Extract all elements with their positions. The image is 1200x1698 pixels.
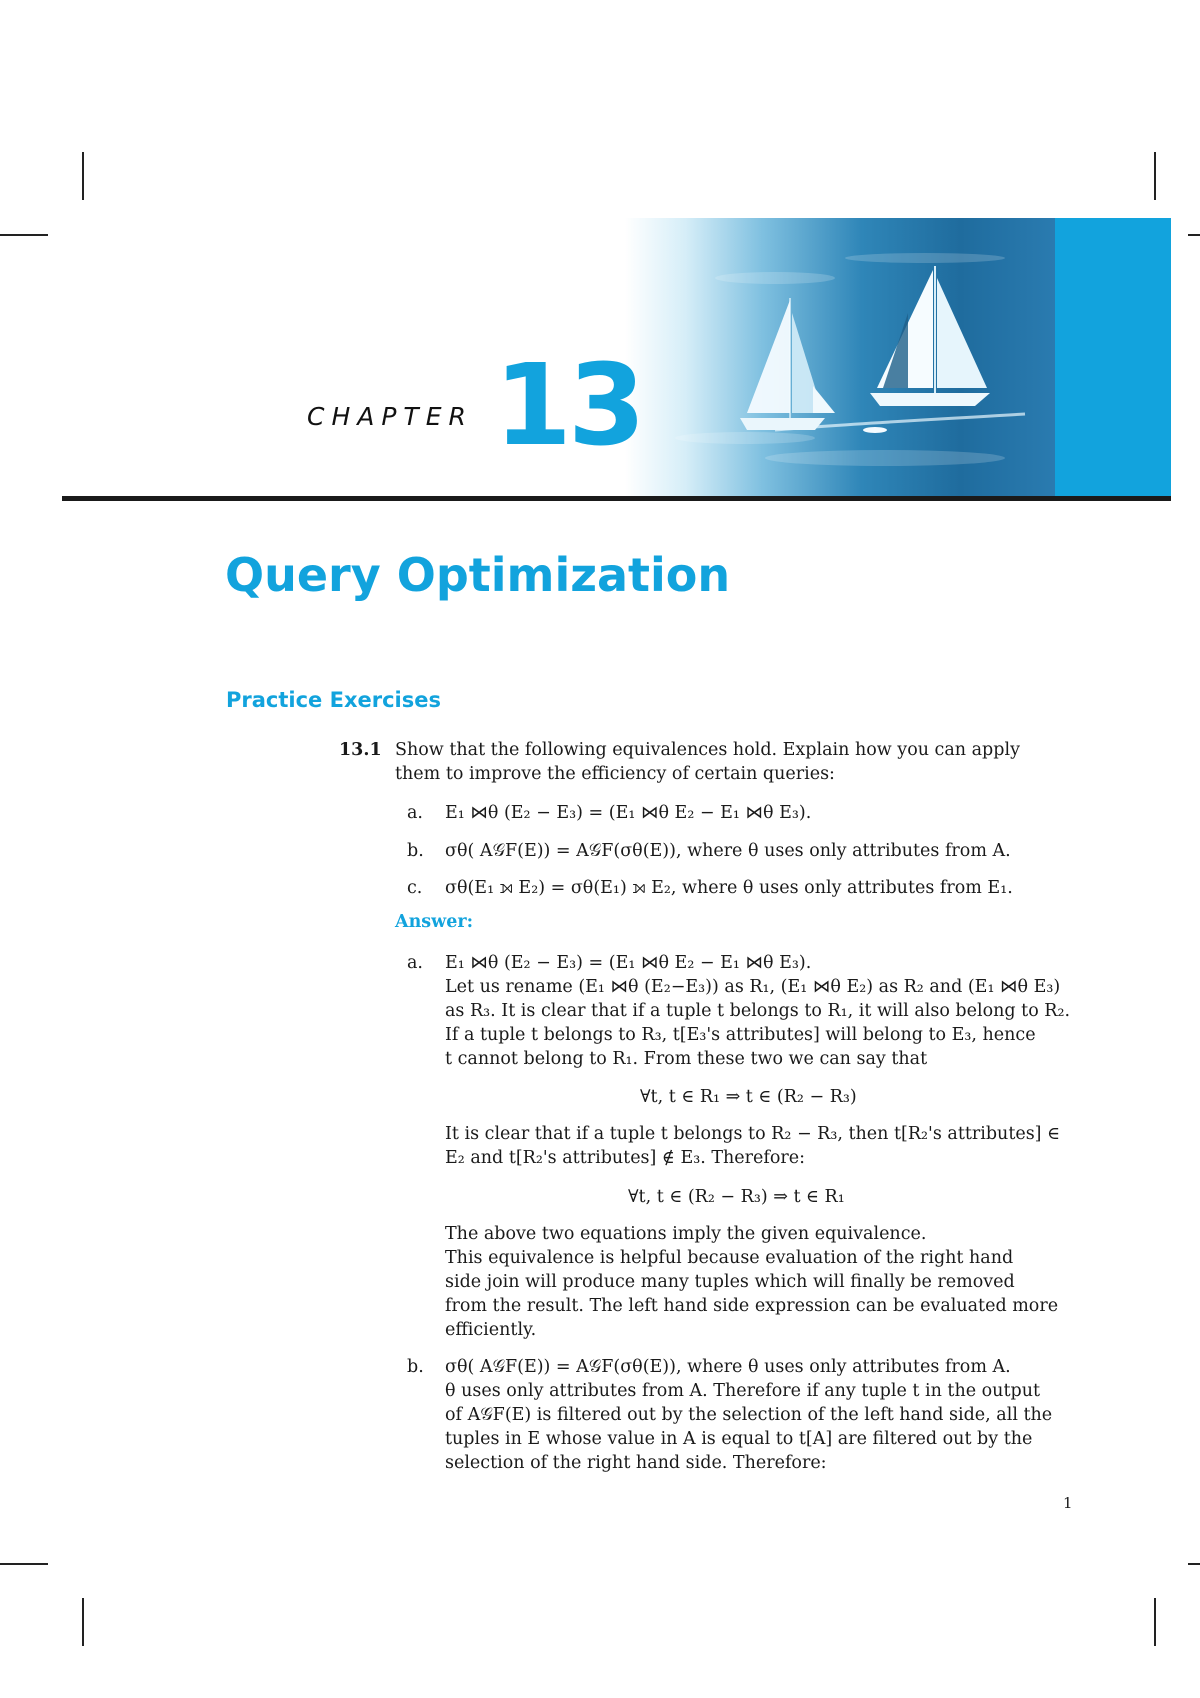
chapter-rule: [62, 496, 1171, 501]
answer-label: b.: [407, 1357, 424, 1377]
exercise-text: them to improve the efficiency of certain queries:: [395, 764, 835, 784]
item-label: a.: [407, 803, 423, 823]
answer-line: Let us rename (E₁ ⋈θ (E₂−E₃)) as R₁, (E₁ ⋈θ E₂) as R₂ and (E₁ ⋈θ E₃): [445, 977, 1061, 997]
answer-line: from the result. The left hand side expression can be evaluated more: [445, 1296, 1059, 1316]
chapter-banner-image: [625, 218, 1055, 498]
equation: ∀t, t ∈ R₁ ⇒ t ∈ (R₂ − R₃): [640, 1087, 857, 1107]
crop-mark: [1154, 1598, 1156, 1646]
answer-line: efficiently.: [445, 1320, 537, 1340]
answer-line: If a tuple t belongs to R₃, t[E₃'s attributes] will belong to E₃, hence: [445, 1025, 1036, 1045]
answer-line: tuples in E whose value in A is equal to t[A] are filtered out by the: [445, 1429, 1033, 1449]
answer-line: of A𝒢F(E) is filtered out by the selection of the left hand side, all the: [445, 1405, 1053, 1425]
equation: ∀t, t ∈ (R₂ − R₃) ⇒ t ∈ R₁: [628, 1187, 845, 1207]
answer-line: This equivalence is helpful because evaluation of the right hand: [445, 1248, 1014, 1268]
answer-heading: Answer:: [395, 912, 474, 932]
crop-mark: [0, 234, 48, 236]
chapter-label: CHAPTER: [307, 402, 473, 431]
answer-line: The above two equations imply the given equivalence.: [445, 1224, 927, 1244]
page-number: 1: [1063, 1494, 1073, 1512]
item-text: σθ(E₁ ⟕ E₂) = σθ(E₁) ⟕ E₂, where θ uses only attributes from E₁.: [445, 878, 1013, 898]
item-text: E₁ ⋈θ (E₂ − E₃) = (E₁ ⋈θ E₂ − E₁ ⋈θ E₃).: [445, 803, 812, 823]
answer-line: selection of the right hand side. Therefore:: [445, 1453, 827, 1473]
chapter-title: Query Optimization: [225, 548, 731, 602]
chapter-number: 13: [494, 341, 642, 471]
sailboat-right: [870, 266, 990, 406]
answer-line: σθ( A𝒢F(E)) = A𝒢F(σθ(E)), where θ uses only attributes from A.: [445, 1357, 1011, 1377]
answer-line: It is clear that if a tuple t belongs to R₂ − R₃, then t[R₂'s attributes] ∈: [445, 1124, 1061, 1144]
crop-mark: [1188, 1563, 1200, 1565]
crop-mark: [82, 152, 84, 200]
section-title: Practice Exercises: [226, 688, 441, 712]
sailboat-left: [740, 298, 835, 430]
item-label: c.: [407, 878, 423, 898]
item-text: σθ( A𝒢F(E)) = A𝒢F(σθ(E)), where θ uses only attributes from A.: [445, 841, 1011, 861]
crop-mark: [1154, 152, 1156, 200]
answer-line: as R₃. It is clear that if a tuple t belongs to R₁, it will also belong to R₂.: [445, 1001, 1071, 1021]
answer-line: E₁ ⋈θ (E₂ − E₃) = (E₁ ⋈θ E₂ − E₁ ⋈θ E₃).: [445, 953, 812, 973]
answer-line: side join will produce many tuples which will finally be removed: [445, 1272, 1015, 1292]
item-label: b.: [407, 841, 424, 861]
exercise-text: Show that the following equivalences hold. Explain how you can apply: [395, 740, 1020, 760]
answer-label: a.: [407, 953, 423, 973]
exercise-number: 13.1: [339, 740, 382, 760]
crop-mark: [1188, 234, 1200, 236]
answer-line: θ uses only attributes from A. Therefore if any tuple t in the output: [445, 1381, 1040, 1401]
chapter-color-tab: [1055, 218, 1171, 498]
answer-line: t cannot belong to R₁. From these two we can say that: [445, 1049, 928, 1069]
crop-mark: [82, 1598, 84, 1646]
answer-line: E₂ and t[R₂'s attributes] ∉ E₃. Therefore:: [445, 1148, 806, 1168]
crop-mark: [0, 1563, 48, 1565]
